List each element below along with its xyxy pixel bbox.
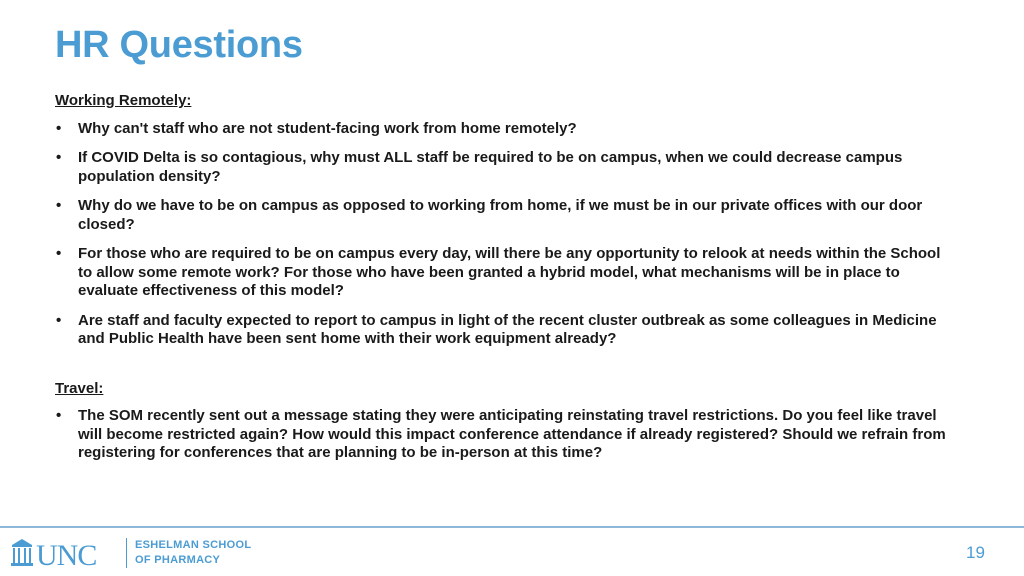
list-item: • The SOM recently sent out a message stating they were anticipating reinstating travel restrictions. Do you feel like travel will become restricted again? How would this impact conference attendance if already registered? Should we refrain from registering for conferences that are planning to be in-person at this time?	[55, 407, 955, 463]
unc-wordmark: UNC	[36, 539, 97, 570]
school-name	[135, 538, 251, 568]
slide-title: HR Questions	[55, 24, 303, 66]
list-item: • For those who are required to be on campus every day, will there be any opportunity to relook at needs within the School to allow some remote work? For those who have been granted a hybrid model, what mechanisms will be in place to evaluate effectiveness of this model?	[55, 245, 955, 301]
list-item: • Are staff and faculty expected to report to campus in light of the recent cluster outbreak as some colleagues in Medicine and Public Health have been sent home with their work equipment already?	[55, 312, 955, 349]
list-item: • Why can't staff who are not student-facing work from home remotely?	[55, 120, 955, 139]
travel-question-list	[55, 407, 955, 463]
slide-body	[55, 92, 955, 474]
list-item: • Why do we have to be on campus as opposed to working from home, if we must be in our private offices with our door closed?	[55, 197, 955, 234]
school-name-line2: OF PHARMACY	[135, 554, 221, 566]
old-well-icon	[11, 539, 33, 566]
page-number: 19	[966, 543, 985, 562]
school-name-line1: ESHELMAN SCHOOL	[135, 539, 252, 551]
remote-question-list	[55, 120, 955, 349]
footer-divider	[0, 526, 1024, 528]
list-item: • If COVID Delta is so contagious, why must ALL staff be required to be on campus, when we could decrease campus population density?	[55, 149, 955, 186]
section-heading-working-remotely: Working Remotely:	[55, 92, 192, 109]
section-heading-travel: Travel:	[55, 379, 104, 397]
logo-divider	[126, 538, 127, 568]
